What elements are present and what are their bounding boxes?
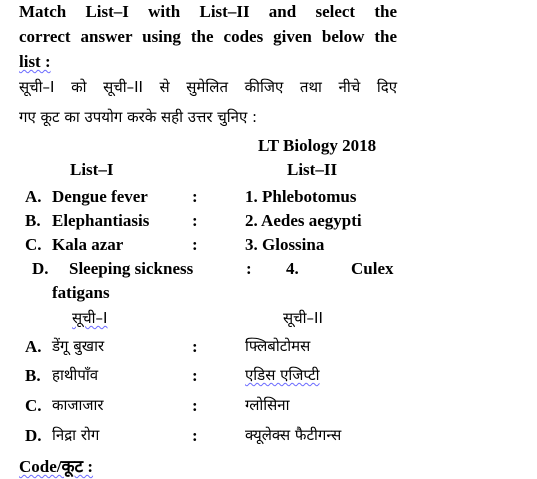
- question-hi-line-2: गए कूट का उपयोग करके सही उत्तर चुनिए :: [19, 108, 258, 126]
- list-2-header: List–II: [287, 160, 338, 179]
- row-c-item: Kala azar: [52, 235, 124, 254]
- row-b-match: 2. Aedes aegypti: [245, 211, 362, 230]
- hindi-row-b-match-text: एडिस एजिप्टी: [245, 366, 320, 384]
- row-d-match-word: Culex: [351, 259, 394, 278]
- hindi-row-b-letter: B.: [25, 366, 41, 385]
- question-en-line-3: [19, 52, 51, 72]
- row-a-letter: A.: [25, 187, 42, 206]
- hindi-list-2-header: सूची–II: [283, 309, 323, 327]
- row-b-item: Elephantiasis: [52, 211, 150, 230]
- question-en-line-2: correct answer using the codes given below the: [19, 27, 397, 46]
- row-a-sep: :: [192, 187, 198, 206]
- hindi-row-a-letter: A.: [25, 337, 42, 356]
- row-a-match: 1. Phlebotomus: [245, 187, 357, 206]
- hindi-row-d-sep: :: [192, 426, 198, 445]
- code-label-text: Code/कूट :: [19, 457, 94, 476]
- question-en-line-1: Match List–I with List–II and select the: [19, 2, 397, 21]
- hindi-row-c-match: ग्लोसिना: [245, 396, 290, 414]
- hindi-row-a-match: फ्लिबोटोमस: [245, 337, 311, 355]
- row-a-item: Dengue fever: [52, 187, 148, 206]
- list-1-header: List–I: [70, 160, 114, 179]
- hindi-row-c-sep: :: [192, 396, 198, 415]
- row-c-match: 3. Glossina: [245, 235, 325, 254]
- question-en-line-3-text: list :: [19, 52, 51, 71]
- source-label: LT Biology 2018: [258, 136, 377, 155]
- row-d-sep: :: [246, 259, 252, 278]
- row-d-match-number: 4.: [286, 259, 299, 278]
- hindi-row-a-item: डेंगू बुखार: [52, 337, 105, 355]
- hindi-row-c-item: काजाजार: [52, 396, 104, 414]
- hindi-row-a-sep: :: [192, 337, 198, 356]
- question-hi-line-1: सूची–I को सूची–II से सुमेलित कीजिए तथा नीचे दिए: [19, 78, 397, 96]
- row-b-letter: B.: [25, 211, 41, 230]
- code-label: [19, 454, 93, 477]
- hindi-row-d-item: निद्रा रोग: [52, 426, 100, 444]
- row-d-continuation: fatigans: [52, 283, 110, 302]
- row-c-letter: C.: [25, 235, 42, 254]
- row-d-item: Sleeping sickness: [69, 259, 194, 278]
- row-c-sep: :: [192, 235, 198, 254]
- row-d-letter: D.: [32, 259, 49, 278]
- hindi-row-d-letter: D.: [25, 426, 42, 445]
- hindi-list-1-header-text: सूची–I: [72, 309, 108, 327]
- hindi-row-b-sep: :: [192, 366, 198, 385]
- hindi-row-b-match: [245, 365, 320, 385]
- hindi-row-b-item: हाथीपाँव: [52, 366, 99, 384]
- row-b-sep: :: [192, 211, 198, 230]
- hindi-row-c-letter: C.: [25, 396, 42, 415]
- hindi-list-1-header: [72, 308, 107, 328]
- hindi-row-d-match: क्यूलेक्स फैटीगन्स: [245, 426, 342, 444]
